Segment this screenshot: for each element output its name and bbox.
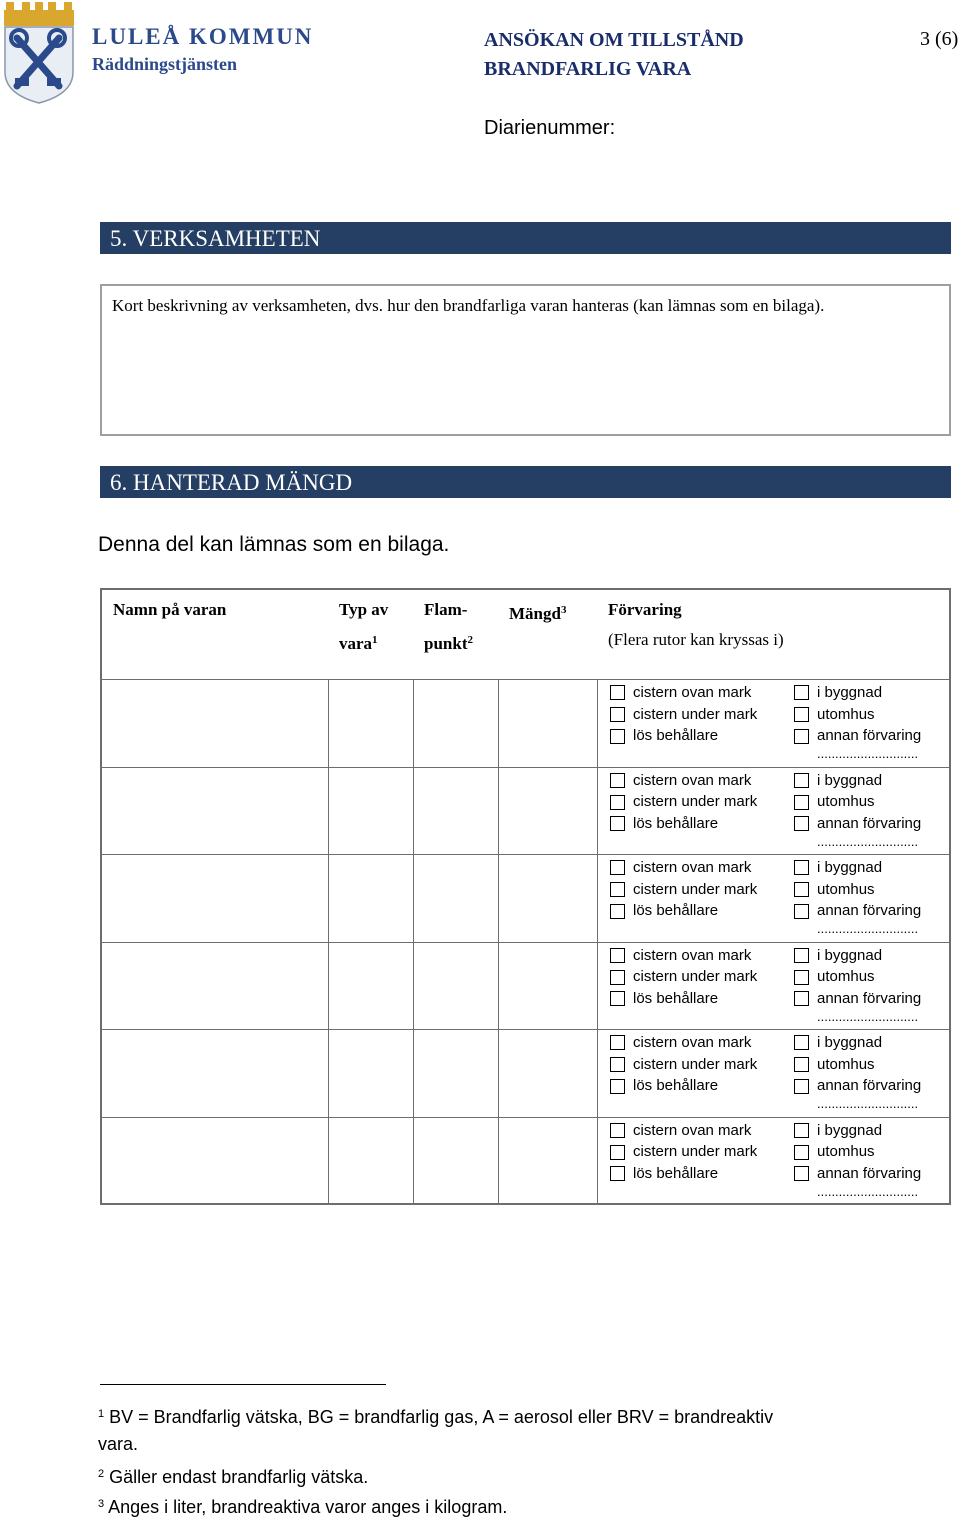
type-input-cell[interactable] [328, 767, 413, 855]
quantity-table [100, 588, 951, 1205]
name-input-cell[interactable] [102, 854, 328, 942]
storage-type-option[interactable] [610, 682, 757, 704]
checkbox[interactable] [610, 1057, 625, 1072]
checkbox-label: cistern under mark [633, 1143, 758, 1161]
checkbox[interactable] [610, 1123, 625, 1138]
checkbox[interactable] [794, 991, 809, 1006]
checkbox-label: i byggnad [817, 859, 883, 876]
storage-type-options [610, 1032, 757, 1097]
other-storage-field[interactable]: ............................ [817, 1008, 919, 1024]
document-title-line2: BRANDFARLIG VARA [484, 58, 692, 80]
storage-location-option[interactable] [794, 900, 921, 922]
storage-type-option[interactable] [610, 1075, 757, 1097]
document-title-line1: ANSÖKAN OM TILLSTÅND [484, 29, 744, 51]
name-input-cell[interactable] [102, 1029, 328, 1117]
checkbox[interactable] [794, 1057, 809, 1072]
checkbox-label: utomhus [817, 968, 875, 986]
checkbox[interactable] [794, 729, 809, 744]
checkbox-label: i byggnad [817, 771, 883, 789]
footnote-1: $^1$ BV = Brandfarlig vätska, BG = brandfarlig gas, A = aerosol eller BRV = brandreaktiv [98, 1407, 774, 1427]
storage-type-option[interactable] [610, 945, 757, 967]
checkbox[interactable] [610, 991, 625, 1006]
checkbox-label: lös behållare [633, 989, 719, 1007]
storage-location-option[interactable] [794, 813, 921, 835]
checkbox[interactable] [794, 904, 809, 919]
diarienummer-label: Diarienummer: [484, 117, 616, 139]
quantity-input-cell[interactable] [498, 679, 597, 767]
column-header-flashpoint: Flam- punkt$^2$ [424, 600, 473, 653]
storage-location-options [794, 770, 921, 849]
checkbox[interactable] [610, 1166, 625, 1181]
section-5-heading: 5. VERKSAMHETEN [100, 222, 951, 254]
checkbox[interactable] [794, 707, 809, 722]
storage-type-option[interactable] [610, 1120, 757, 1142]
checkbox[interactable] [794, 1166, 809, 1181]
flashpoint-input-cell[interactable] [413, 942, 498, 1030]
name-input-cell[interactable] [102, 767, 328, 855]
other-storage-field[interactable]: ............................ [817, 746, 919, 762]
checkbox[interactable] [610, 729, 625, 744]
storage-location-option[interactable] [794, 1141, 921, 1163]
storage-type-option[interactable] [610, 813, 757, 835]
footnote-3: $^3$ Anges i liter, brandreaktiva varor anges i kilogram. [98, 1497, 508, 1517]
storage-location-option[interactable] [794, 1120, 921, 1142]
checkbox[interactable] [794, 1145, 809, 1160]
storage-type-option[interactable] [610, 879, 757, 901]
checkbox-label: cistern ovan mark [633, 946, 752, 964]
checkbox-label: cistern under mark [633, 705, 758, 723]
checkbox[interactable] [794, 970, 809, 985]
checkbox-label: cistern under mark [633, 968, 758, 986]
flashpoint-input-cell[interactable] [413, 1029, 498, 1117]
flashpoint-input-cell[interactable] [413, 854, 498, 942]
activity-description-field[interactable] [100, 284, 951, 436]
checkbox-label: annan förvaring [817, 1164, 922, 1182]
quantity-input-cell[interactable] [498, 1117, 597, 1205]
checkbox-label: cistern under mark [633, 1055, 758, 1073]
checkbox[interactable] [794, 816, 809, 831]
column-header-storage: Förvaring [608, 600, 682, 619]
other-storage-field[interactable]: ............................ [817, 833, 919, 849]
flashpoint-input-cell[interactable] [413, 679, 498, 767]
checkbox[interactable] [610, 685, 625, 700]
storage-location-option[interactable] [794, 770, 921, 792]
storage-type-options [610, 770, 757, 835]
type-input-cell[interactable] [328, 1029, 413, 1117]
checkbox[interactable] [610, 816, 625, 831]
checkbox[interactable] [794, 795, 809, 810]
storage-location-option[interactable] [794, 1163, 921, 1185]
name-input-cell[interactable] [102, 1117, 328, 1205]
storage-location-option[interactable] [794, 879, 921, 901]
column-header-type: Typ av vara$^1$ [339, 600, 389, 653]
checkbox[interactable] [610, 1145, 625, 1160]
checkbox[interactable] [794, 1035, 809, 1050]
storage-location-option[interactable] [794, 682, 921, 704]
checkbox[interactable] [794, 948, 809, 963]
other-storage-field[interactable]: ............................ [817, 1183, 919, 1199]
storage-type-option[interactable] [610, 704, 757, 726]
checkbox[interactable] [794, 1123, 809, 1138]
section-6-subtitle: Denna del kan lämnas som en bilaga. [98, 533, 450, 556]
checkbox-label: i byggnad [817, 684, 883, 701]
checkbox-label: i byggnad [817, 1034, 883, 1051]
storage-location-option[interactable] [794, 791, 921, 813]
checkbox-label: annan förvaring [817, 902, 922, 920]
name-input-cell[interactable] [102, 942, 328, 1030]
storage-location-option[interactable] [794, 1032, 921, 1054]
quantity-input-cell[interactable] [498, 767, 597, 855]
footnote-1-continued: vara. [98, 1434, 139, 1454]
checkbox-label: lös behållare [633, 727, 719, 745]
checkbox[interactable] [610, 1079, 625, 1094]
storage-type-option[interactable] [610, 1032, 757, 1054]
checkbox[interactable] [794, 882, 809, 897]
checkbox-label: utomhus [817, 1055, 875, 1073]
storage-type-option[interactable] [610, 725, 757, 747]
checkbox-label: utomhus [817, 880, 875, 898]
storage-location-option[interactable] [794, 966, 921, 988]
storage-type-option[interactable] [610, 857, 757, 879]
checkbox[interactable] [794, 685, 809, 700]
type-input-cell[interactable] [328, 679, 413, 767]
storage-type-options [610, 945, 757, 1010]
type-input-cell[interactable] [328, 854, 413, 942]
storage-location-options [794, 857, 921, 936]
checkbox[interactable] [610, 970, 625, 985]
storage-type-option[interactable] [610, 770, 757, 792]
storage-location-option[interactable] [794, 1075, 921, 1097]
checkbox-label: cistern ovan mark [633, 859, 752, 876]
storage-location-option[interactable] [794, 1054, 921, 1076]
storage-type-option[interactable] [610, 1054, 757, 1076]
storage-type-option[interactable] [610, 966, 757, 988]
checkbox[interactable] [610, 882, 625, 897]
municipality-name: LULEÅ KOMMUN [92, 24, 314, 49]
quantity-input-cell[interactable] [498, 854, 597, 942]
flashpoint-input-cell[interactable] [413, 767, 498, 855]
storage-location-option[interactable] [794, 704, 921, 726]
storage-type-options [610, 682, 757, 747]
checkbox-label: utomhus [817, 705, 875, 723]
checkbox-label: annan förvaring [817, 727, 922, 745]
type-input-cell[interactable] [328, 942, 413, 1030]
coat-of-arms-logo [2, 2, 76, 104]
document-title [484, 26, 744, 84]
checkbox-label: cistern ovan mark [633, 684, 752, 701]
checkbox[interactable] [610, 948, 625, 963]
column-header-quantity: Mängd$^3$ [509, 604, 567, 623]
checkbox-label: annan förvaring [817, 989, 922, 1007]
checkbox-label: utomhus [817, 793, 875, 811]
storage-type-option[interactable] [610, 1141, 757, 1163]
checkbox[interactable] [610, 707, 625, 722]
page-number: 3 (6) [920, 28, 959, 50]
flashpoint-input-cell[interactable] [413, 1117, 498, 1205]
checkbox[interactable] [610, 773, 625, 788]
checkbox-label: cistern under mark [633, 793, 758, 811]
storage-location-options [794, 682, 921, 761]
checkbox-label: utomhus [817, 1143, 875, 1161]
section-6-heading: 6. HANTERAD MÄNGD [100, 466, 951, 498]
checkbox-label: annan förvaring [817, 814, 922, 832]
quantity-input-cell[interactable] [498, 1029, 597, 1117]
storage-location-options [794, 1120, 921, 1199]
checkbox[interactable] [794, 860, 809, 875]
checkbox-label: cistern under mark [633, 880, 758, 898]
footnote-separator [100, 1384, 386, 1385]
storage-type-options [610, 857, 757, 922]
department-name: Räddningstjänsten [92, 54, 238, 74]
checkbox-label: i byggnad [817, 1121, 883, 1139]
checkbox[interactable] [610, 795, 625, 810]
storage-type-options [610, 1120, 757, 1185]
storage-location-option[interactable] [794, 945, 921, 967]
checkbox-label: lös behållare [633, 1164, 719, 1182]
checkbox-label: cistern ovan mark [633, 1034, 752, 1051]
name-input-cell[interactable] [102, 679, 328, 767]
checkbox-label: cistern ovan mark [633, 1121, 752, 1139]
checkbox-label: i byggnad [817, 946, 883, 964]
checkbox-label: lös behållare [633, 902, 719, 920]
quantity-input-cell[interactable] [498, 942, 597, 1030]
footnote-2: $^2$ Gäller endast brandfarlig vätska. [98, 1467, 369, 1487]
checkbox-label: lös behållare [633, 814, 719, 832]
checkbox[interactable] [794, 773, 809, 788]
checkbox-label: lös behållare [633, 1077, 719, 1095]
storage-type-option[interactable] [610, 988, 757, 1010]
storage-location-option[interactable] [794, 988, 921, 1010]
checkbox[interactable] [610, 904, 625, 919]
storage-type-option[interactable] [610, 1163, 757, 1185]
checkbox[interactable] [794, 1079, 809, 1094]
checkbox-label: annan förvaring [817, 1077, 922, 1095]
storage-type-option[interactable] [610, 791, 757, 813]
checkbox[interactable] [610, 860, 625, 875]
checkbox-label: cistern ovan mark [633, 771, 752, 789]
other-storage-field[interactable]: ............................ [817, 1096, 919, 1112]
checkbox[interactable] [610, 1035, 625, 1050]
storage-type-option[interactable] [610, 900, 757, 922]
activity-description-label: Kort beskrivning av verksamheten, dvs. hur den brandfarliga varan hanteras (kan lämnas som en bilaga). [112, 296, 825, 315]
other-storage-field[interactable]: ............................ [817, 921, 919, 937]
storage-location-options [794, 945, 921, 1024]
storage-location-option[interactable] [794, 725, 921, 747]
column-header-storage-note: (Flera rutor kan kryssas i) [608, 630, 784, 649]
type-input-cell[interactable] [328, 1117, 413, 1205]
storage-location-options [794, 1032, 921, 1111]
column-header-name: Namn på varan [113, 600, 227, 619]
storage-location-option[interactable] [794, 857, 921, 879]
